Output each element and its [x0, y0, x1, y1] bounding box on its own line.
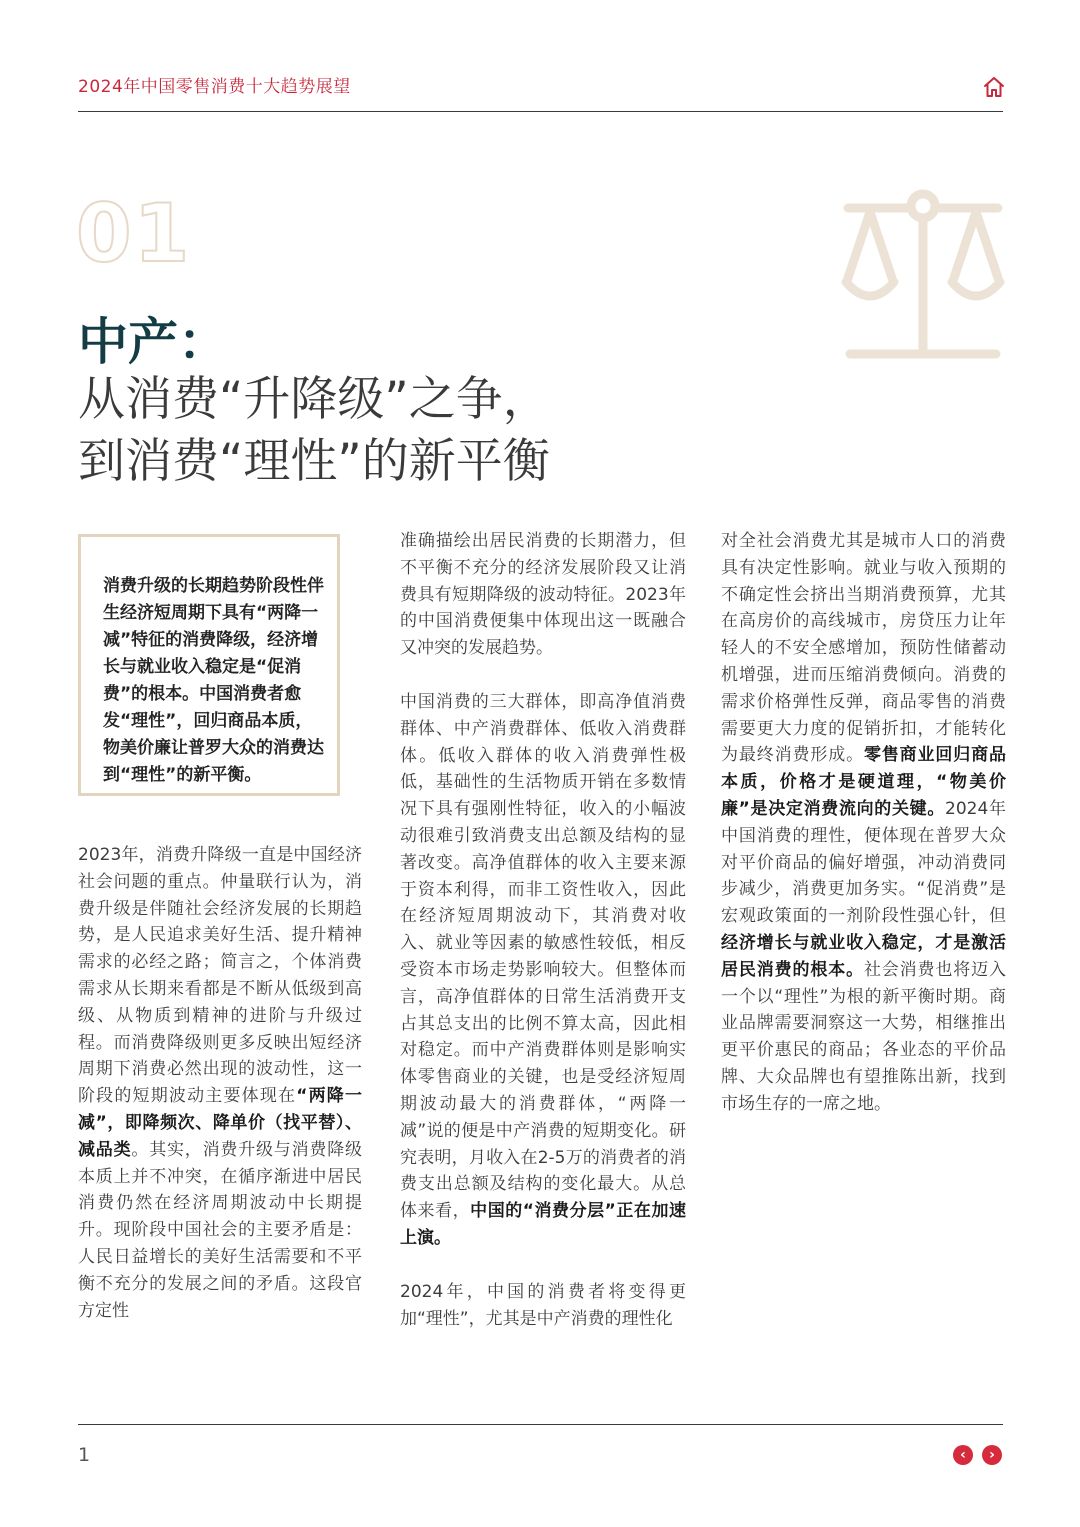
chevron-left-icon: ‹: [960, 1447, 966, 1463]
next-page-button[interactable]: [982, 1445, 1002, 1465]
section-title-prefix: 中产：: [78, 313, 228, 371]
paragraph: 2024年，中国的消费者将变得更加“理性”，尤其是中产消费的理性化: [400, 1281, 686, 1329]
previous-page-button[interactable]: [953, 1445, 973, 1465]
summary-callout-box: [78, 534, 340, 796]
emphasis-text: 中国的“消费分层”正在加速上演。: [400, 1201, 686, 1248]
text-run: 中国消费的三大群体，即高净值消费群体、中产消费群体、低收入消费群体。低收入群体的收入消费弹性极低，基础性的生活物质开销在多数情况下具有强刚性特征，收入的小幅波动很难引致消费支出总额及结构的显著改变。高净值群体的收入主要来源于资本利得，而非工资性收入，因此在经济短周期波动下，其消费对收入、就业等因素的敏感性较低，相反受资本市场走势影响较大。但整体而言，高净值群体的日常生活消费开支占其总支出的比例不算太高，因此相对稳定。而中产消费群体则是影响实体零售商业的关键，也是受经济短周期波动最大的消费群体，“两降一减”说的便是中产消费的短期变化。研究表明，月收入在2-5万的消费者的消费支出总额及结构的变化最大。从总体来看，: [400, 691, 686, 1222]
body-column-1: [78, 842, 362, 1324]
footer-divider: [78, 1424, 1003, 1425]
balance-scale-icon: [840, 182, 1006, 364]
text-run: 2024年中国消费的理性，便体现在普罗大众对平价商品的偏好增强，冲动消费同步减少，消费更加务实。“促消费”是宏观政策面的一剂阶段性强心针，但: [721, 798, 1006, 927]
chevron-right-icon: ›: [989, 1447, 995, 1463]
text-run: 2023年，消费升降级一直是中国经济社会问题的重点。仲量联行认为，消费升级是伴随社会经济发展的长期趋势，是人民追求美好生活、提升精神需求的必经之路；简言之，个体消费需求从长期来看都是不断从低级到高级、从物质到精神的进阶与升级过程。而消费降级则更多反映出短经济周期下消费必然出现的波动性，这一阶段的短期波动主要体现在: [78, 845, 362, 1107]
paragraph: [78, 842, 362, 1324]
emphasis-text: 零售商业回归商品本质，价格才是硬道理，“物美价廉”是决定消费流向的关键。: [721, 745, 1007, 819]
text-run: 。其实，消费升级与消费降级本质上并不冲突，在循序渐进中居民消费仍然在经济周期波动中长期提升。现阶段中国社会的主要矛盾是：人民日益增长的美好生活需要和不平衡不充分的发展之间的矛盾。这段官方定性: [78, 1139, 363, 1321]
section-title-line-1: 从消费“升降级”之争，: [78, 372, 550, 427]
text-run: 对全社会消费尤其是城市人口的消费具有决定性影响。就业与收入预期的不确定性会挤出当期消费预算，尤其在高房价的高线城市，房贷压力让年轻人的不安全感增加，预防性储蓄动机增强，进而压缩消费倾向。消费的需求价格弹性反弹，商品零售的消费需要更大力度的促销折扣，才能转化为最终消费形成。: [721, 531, 1006, 766]
section-number: 01: [76, 187, 192, 280]
emphasis-text: “两降一减”，即降频次、降单价（找平替）、减品类: [78, 1086, 362, 1160]
body-column-3: [721, 528, 1006, 1118]
paragraph: [721, 528, 1006, 1118]
emphasis-text: 经济增长与就业收入稳定，才是激活居民消费的根本。: [721, 932, 1006, 980]
summary-callout-text: 消费升级的长期趋势阶段性伴生经济短周期下具有“两降一减”特征的消费降级，经济增长与就业收入稳定是“促消费”的根本。中国消费者愈发“理性”，回归商品本质，物美价廉让普罗大众的消费达到“理性”的新平衡。: [103, 576, 324, 785]
text-run: 社会消费也将迈入一个以“理性”为根的新平衡时期。商业品牌需要洞察这一大势，相继推出更平价惠民的商品；各业态的平价品牌、大众品牌也有望推陈出新，找到市场生存的一席之地。: [721, 959, 1007, 1114]
home-icon[interactable]: [982, 75, 1006, 99]
paragraph: 准确描绘出居民消费的长期潜力，但不平衡不充分的经济发展阶段又让消费具有短期降级的波动特征。2023年的中国消费便集中体现出这一既融合又冲突的发展趋势。: [400, 531, 686, 659]
body-column-2: [400, 528, 686, 1332]
header-divider: [78, 111, 1003, 112]
section-title-line-2: 到消费“理性”的新平衡: [78, 434, 550, 489]
paragraph: [400, 689, 686, 1252]
document-title: 2024年中国零售消费十大趋势展望: [78, 77, 351, 97]
page-number: 1: [78, 1444, 91, 1466]
